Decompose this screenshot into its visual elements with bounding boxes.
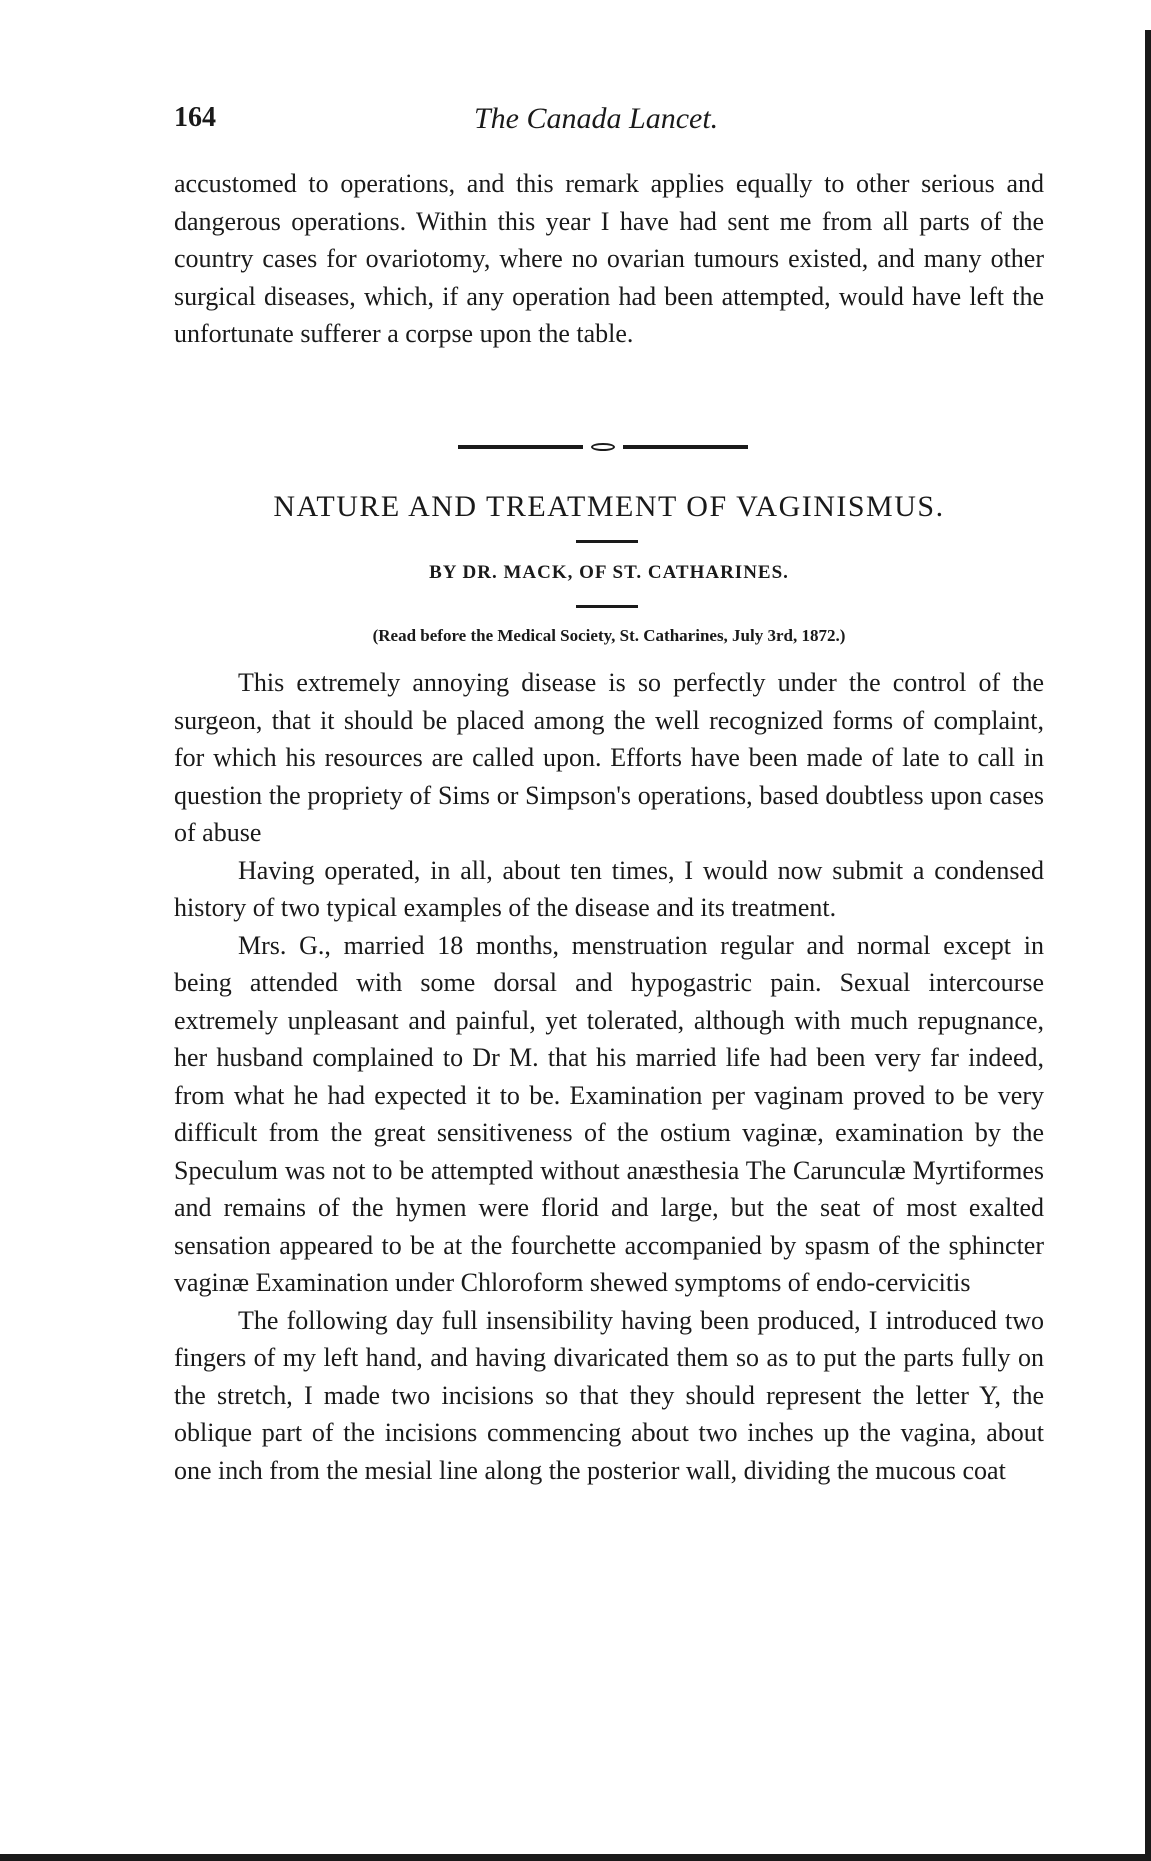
body-paragraph: Having operated, in all, about ten times, I would now submit a condensed history of two typical examples of the disease and its treatment. <box>174 855 1044 922</box>
title-rule <box>576 540 638 543</box>
body-paragraph: This extremely annoying disease is so perfectly under the control of the surgeon, that it should be placed among the well recognized forms of complaint, for which his resources are called upon. Efforts have been made of late to call in question the propriety of Sims or Simpson's operations, based doubtless upon cases of abuse <box>174 668 1044 847</box>
page-edge-right <box>1145 30 1151 1861</box>
body-paragraph: The following day full insensibility having been produced, I introduced two fingers of my left hand, and having divaricated them so as to put the parts fully on the stretch, I made two incisions so that they should represent the letter Y, the oblique part of the incisions commencing about two inches up the vagina, about one inch from the mesial line along the posterior wall, dividing the mucous coat <box>174 1305 1044 1485</box>
article-byline: BY DR. MACK, OF ST. CATHARINES. <box>429 562 789 583</box>
intro-text-block <box>174 165 1044 353</box>
divider-flourish-icon <box>583 441 623 453</box>
body-paragraph: Mrs. G., married 18 months, menstruation regular and normal except in being attended with some dorsal and hypogastric pain. Sexual intercourse extremely unpleasant and painful, yet tolerated, although with much repugnance, her husband complained to Dr M. that his married life had been very far indeed, from what he had expected it to be. Examination per vaginam proved to be very difficult from the great sensitiveness of the ostium vaginæ, examination by the Speculum was not to be attempted without anæsthesia The Carunculæ Myrtiformes and remains of the hymen were florid and large, but the seat of most exalted sensation appeared to be at the fourchette accompanied by spasm of the sphincter vaginæ Examination under Chloroform shewed symptoms of endo-cervicitis <box>174 930 1044 1297</box>
page-number: 164 <box>174 102 216 133</box>
divider-rule-left <box>458 445 583 449</box>
byline-rule <box>576 605 638 608</box>
journal-title: The Canada Lancet. <box>474 102 719 135</box>
intro-paragraph: accustomed to operations, and this remark applies equally to other serious and dangerous operations. Within this year I have had sent me from all parts of the country cases for ovariotomy, where no ovarian tumours existed, and many other surgical diseases, which, if any operation had been attempted, would have left the unfortunate sufferer a corpse upon the table. <box>174 169 1044 348</box>
article-body <box>174 664 1044 1489</box>
article-title: NATURE AND TREATMENT OF VAGINISMUS. <box>273 490 945 523</box>
divider-rule-right <box>623 445 748 449</box>
running-head <box>174 102 1044 142</box>
read-note: (Read before the Medical Society, St. Catharines, July 3rd, 1872.) <box>372 626 846 645</box>
section-divider-ornament <box>458 441 748 453</box>
page-edge-bottom <box>0 1854 1151 1861</box>
